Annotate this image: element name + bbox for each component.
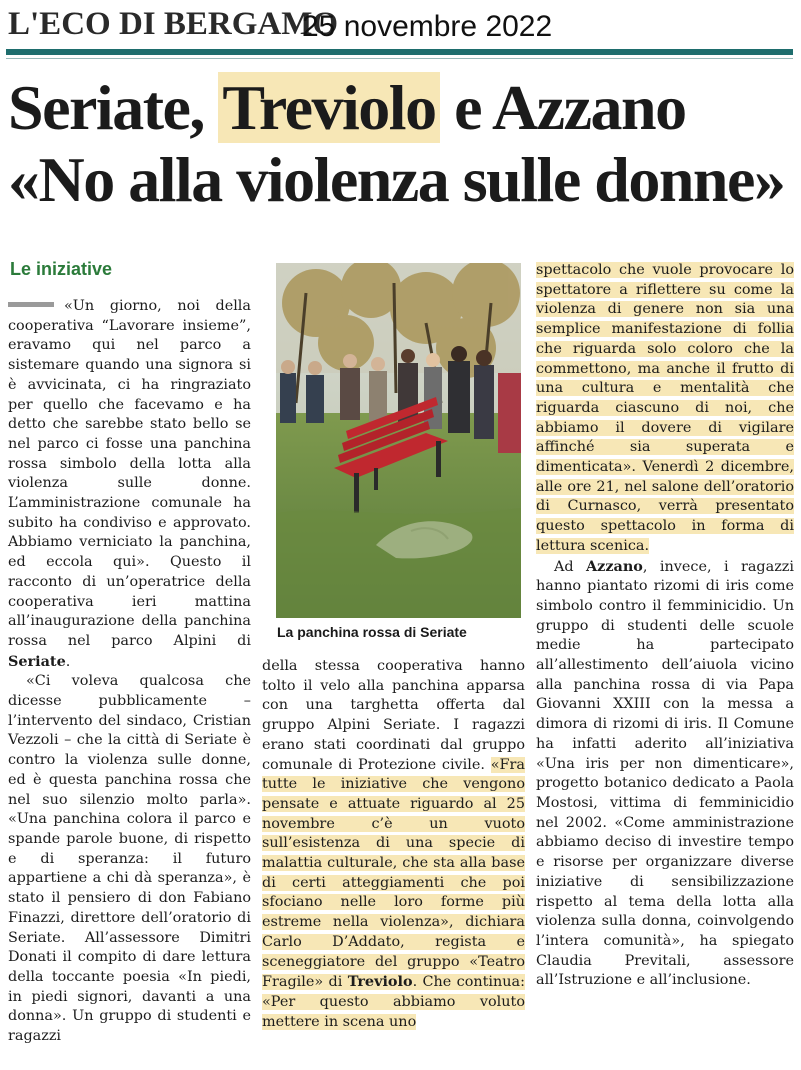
lead-bar bbox=[8, 302, 54, 307]
highlighted-quote: spettacolo che vuole provocare lo spettatore a riflettere su come la violenza di genere non sia una semplice manifestazione di follia che riguarda solo coloro che la commettono, ma anche il frutto di una cultura e mentalità che riguarda ciascuno di noi, che abbiamo il dovere di vigilare affinché sia superata e dimenticata». Venerdì 2 dicembre, alle ore 21, nel salone dell’oratorio di Curnasco, verrà presentato questo spettacolo in forma di lettura scenica. bbox=[536, 262, 794, 554]
article-column-2 bbox=[262, 657, 525, 1032]
paragraph-text: . bbox=[65, 653, 71, 670]
issue-date: 25 novembre 2022 bbox=[302, 10, 553, 43]
quote-text: . Che continua: «Per questo abbiamo voluto mettere in scena uno bbox=[262, 974, 525, 1030]
masthead bbox=[6, 4, 796, 50]
paragraph bbox=[536, 261, 794, 557]
headline-line-2: «No alla violenza sulle donne» bbox=[8, 144, 785, 215]
paragraph bbox=[8, 297, 251, 672]
paragraph-text: «Un giorno, noi della cooperativa “Lavorare insieme”, eravamo qui nel parco a sistemare quando una signora si è avvicinata, ci ha ringraziato per quello che facevamo e ha detto che sarebbe stato bello se nel parco ci fosse una panchina rossa simbolo della lotta alla violenza sulle donne. L’amministrazione comunale ha subito ha condiviso e approvato. Abbiamo verniciato la panchina, ed eccola qui». Questo il racconto di un’operatrice della cooperativa ieri mattina all’inaugurazione della panchina rossa nel parco Alpini di bbox=[8, 298, 251, 649]
quote-text: «Fra tutte le iniziative che vengono pensate e attuate riguardo al 25 novembre c’è un vuoto sull’esistenza di una specie di malattia culturale, che sta alla base di certi atteggiamenti che poi sfociano nelle loro forme più estreme nella violenza», dichiara Carlo D’Addato, regista e sceneggiatore del gruppo «Teatro Fragile» di bbox=[262, 756, 525, 991]
article-column-3 bbox=[536, 261, 794, 991]
paragraph bbox=[262, 657, 525, 1032]
park-photo-illustration bbox=[276, 263, 521, 618]
paragraph: «Ci voleva qualcosa che dicesse pubblicamente – l’intervento del sindaco, Cristian Vezzoli – che la città di Seriate è contro la violenza sulle donne, ed è questa panchina rossa che nel suo silenzio molto parla». «Una panchina colora il parco e spande parole buone, di rispetto e di speranza: il futuro appartiene a chi dà speranza», è stato il pensiero di don Fabiano Finazzi, direttore dell’oratorio di Seriate. All’assessore Dimitri Donati il compito di dare lettura della toccante poesia «In piedi, in piedi signori, davanti a una donna». Un gruppo di studenti e ragazzi bbox=[8, 673, 251, 1045]
article-headline bbox=[8, 72, 793, 216]
paragraph-text: Ad bbox=[554, 558, 587, 575]
photo-caption: La panchina rossa di Seriate bbox=[277, 624, 467, 640]
headline-text: e Azzano bbox=[439, 72, 686, 143]
paragraph-text: , invece, i ragazzi hanno piantato rizomi di iris come simbolo contro il femminicidio. Un gruppo di studenti delle scuole medie ha partecipato all’allestimento dell’aiuola vicino alla panchina rossa di via Papa Giovanni XXIII con la messa a dimora di rizomi di iris. Il Comune ha infatti aderito all’iniziativa «Una iris per non dimenticare», progetto botanico dedicato a Paola Mostosi, vittima di femminicidio nel 2002. «Come amministrazione abbiamo deciso di investire tempo e risorse per organizzare diverse iniziative di sensibilizzazione rispetto al tema della lotta alla violenza sulla donna, coinvolgendo l’intera comunità», ha spiegato Claudia Previtali, assessore all’Istruzione e all’inclusione. bbox=[536, 558, 794, 989]
article-column-1 bbox=[8, 297, 251, 1047]
highlighted-quote bbox=[262, 757, 525, 1030]
section-kicker: Le iniziative bbox=[10, 259, 113, 279]
article-photo bbox=[276, 263, 521, 618]
place-name: Azzano bbox=[586, 557, 643, 575]
masthead-thin-rule bbox=[6, 58, 793, 59]
headline-text: Seriate, bbox=[8, 72, 219, 143]
place-name: Seriate bbox=[8, 652, 66, 670]
headline-highlight: Treviolo bbox=[218, 72, 439, 143]
paragraph bbox=[536, 557, 794, 991]
paragraph-text: della stessa cooperativa hanno tolto il velo alla panchina apparsa con una targhetta offerta dal gruppo Alpini Seriate. I ragazzi erano stati coordinati dal gruppo comunale di Protezione civile. bbox=[262, 658, 525, 773]
newspaper-name: L'ECO DI BERGAMO bbox=[8, 6, 339, 42]
masthead-rule bbox=[6, 49, 793, 55]
headline-line-1 bbox=[8, 72, 793, 144]
place-name: Treviolo bbox=[347, 973, 413, 991]
